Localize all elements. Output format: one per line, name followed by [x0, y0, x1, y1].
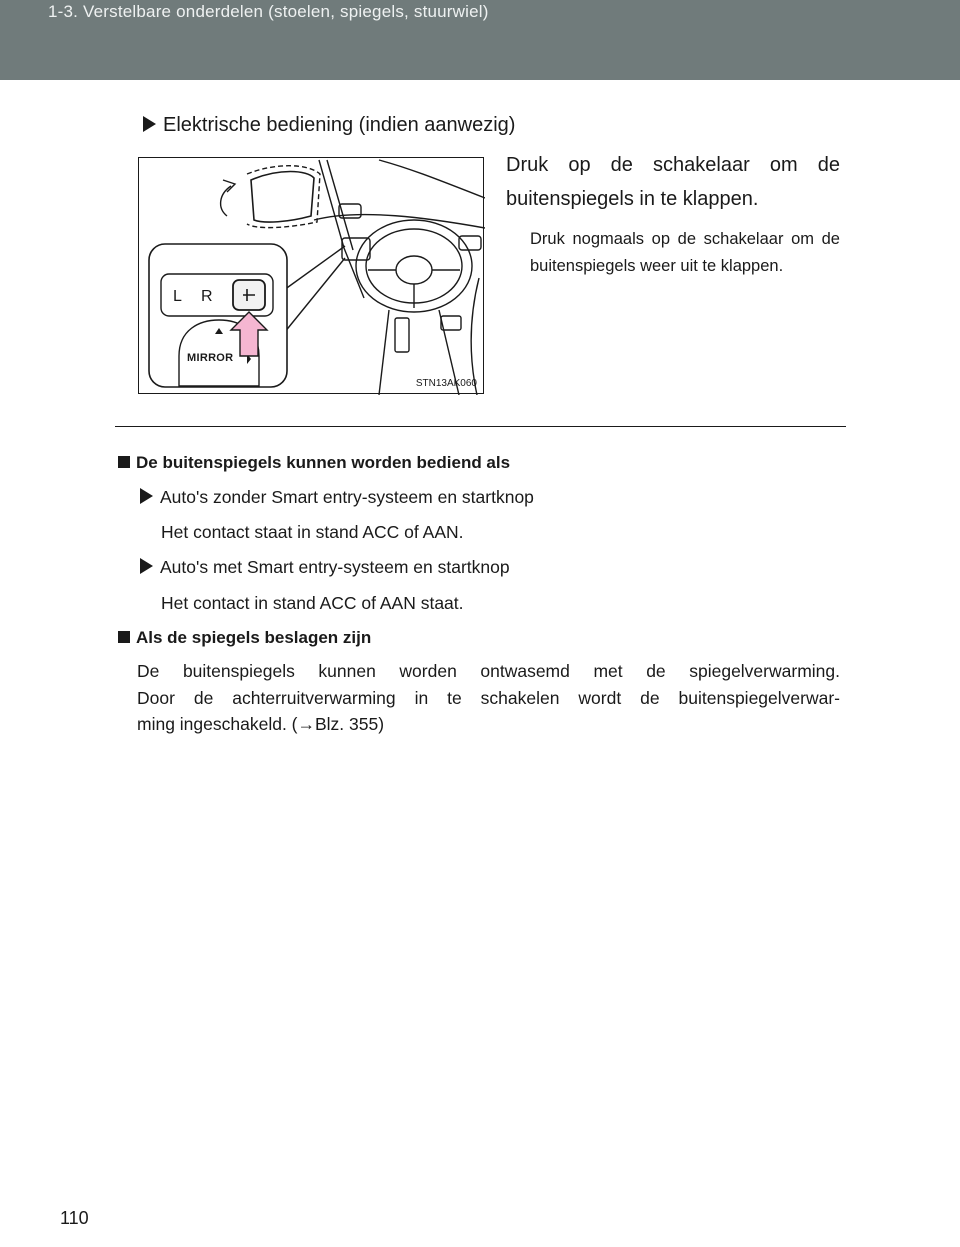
section-heading-operation — [118, 453, 510, 473]
list-item-label: Auto's zonder Smart entry-systeem en startknop — [160, 487, 534, 507]
triangle-bullet-icon — [140, 558, 153, 574]
list-item — [140, 557, 510, 578]
mirror-switch-illustration — [138, 157, 484, 394]
paragraph-line: De buitenspiegels kunnen worden ontwasemd met de spiegelverwarming. — [137, 661, 840, 681]
paragraph-line: ming ingeschakeld. (→Blz. 355) — [137, 714, 385, 734]
list-item — [140, 487, 534, 508]
square-bullet-icon — [118, 631, 130, 643]
list-item-label: Auto's met Smart entry-systeem en startknop — [160, 557, 510, 577]
sub-heading — [143, 114, 515, 137]
section-heading-text: Als de spiegels beslagen zijn — [136, 628, 372, 647]
main-instruction: Druk op de schakelaar om de buitenspiegels in te klappen. — [506, 154, 840, 210]
triangle-bullet-icon — [140, 488, 153, 504]
fogged-mirror-paragraph — [137, 658, 840, 738]
switch-label-right: R — [201, 288, 213, 305]
sub-heading-text: Elektrische bediening (indien aanwezig) — [163, 114, 516, 136]
section-heading-text: De buitenspiegels kunnen worden bediend als — [136, 453, 511, 472]
page-number: 110 — [60, 1208, 89, 1228]
chapter-title: 1-3. Verstelbare onderdelen (stoelen, spiegels, stuurwiel) — [48, 2, 489, 21]
section-heading-fogged — [118, 628, 371, 648]
list-item-text: Het contact staat in stand ACC of AAN. — [161, 522, 464, 542]
list-item-text: Het contact in stand ACC of AAN staat. — [161, 593, 464, 613]
triangle-bullet-icon — [143, 116, 156, 132]
mirror-label: MIRROR — [187, 352, 234, 364]
square-bullet-icon — [118, 456, 130, 468]
instruction-note: Druk nogmaals op de schakelaar om de buitenspiegels weer uit te klappen. — [530, 230, 840, 275]
page-header — [0, 0, 960, 80]
figure-code: STN13AK060 — [415, 378, 477, 389]
paragraph-line: Door de achterruitverwarming in te schakelen wordt de buitenspiegelverwar- — [137, 687, 840, 708]
switch-label-left: L — [173, 288, 182, 305]
section-divider — [115, 426, 846, 427]
